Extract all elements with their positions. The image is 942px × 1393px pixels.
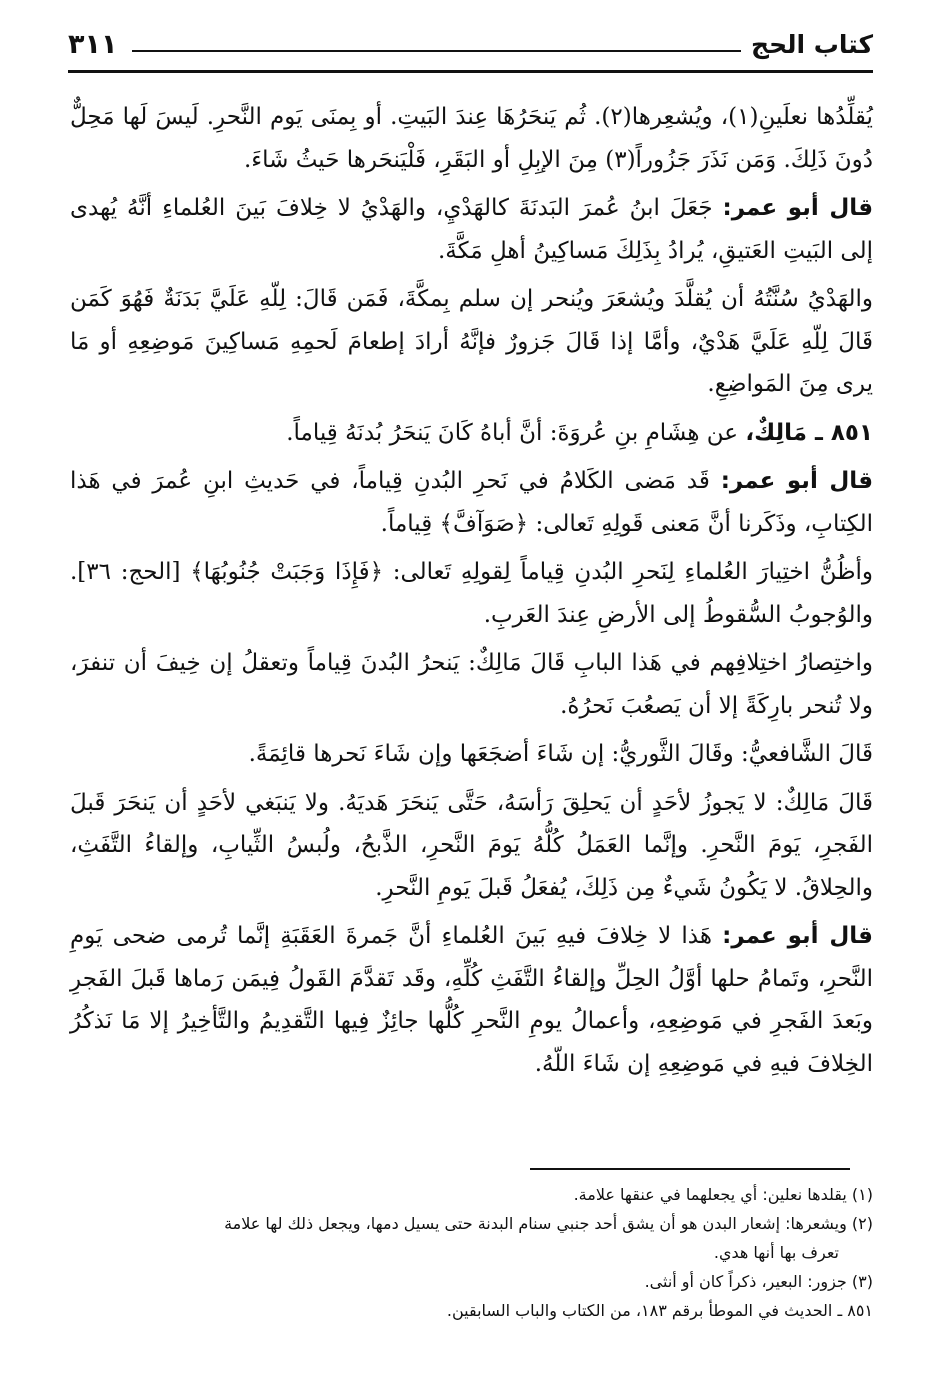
footnote-separator: [530, 1168, 850, 1170]
main-text: [70, 96, 873, 1091]
header-rule: [132, 50, 741, 52]
paragraph-lead: ٨٥١ ـ مَالِكٌ،: [745, 419, 873, 446]
paragraph: [70, 551, 873, 636]
footnote-text: (١) يقلدها نعلين: أي يجعلهما في عنقها علامة.: [573, 1185, 873, 1204]
paragraph: [70, 460, 873, 545]
page-number: ٣١١: [68, 29, 118, 60]
paragraph-lead: قال أبو عمر:: [722, 923, 873, 949]
paragraph-text: واختِصارُ اختِلافِهم في هَذا البابِ قَالَ مَالِكٌ: يَنحرُ البُدنَ قِياماً وتعقلُ إن خِيفَ أن تنفرَ، ولا تُنحر بارِكَةً إلا أن يَصعُبَ نَحرُهُ.: [70, 650, 873, 719]
paragraph-text: والهَدْيُ سُنَّتُهُ أن يُقلَّدَ ويُشعَرَ ويُنحر إن سلم بِمكَّةَ، فَمَن قَالَ: لِلّهِ عَلَيَّ بَدَنَةٌ فَهُوَ كَمَن قَالَ لِلّهِ عَلَيَّ هَدْيٌ، وأمَّا إذا قَالَ جَزورٌ فإنَّهُ أرادَ إطعامَ لَحمِهِ مَساكِينَ مَوضِعِهِ أو مَا يرى مِنَ المَواضِعِ.: [70, 286, 873, 397]
paragraph: [70, 733, 873, 776]
paragraph: [70, 642, 873, 727]
paragraph-lead: قال أبو عمر:: [720, 468, 874, 494]
footnote-text: (٣) جزور: البعير، ذكراً كان أو أنثى.: [644, 1272, 873, 1291]
paragraph: [70, 915, 873, 1085]
paragraph-text: قَد مَضى الكَلامُ في نَحرِ البُدنِ قِياماً، في حَديثِ ابنِ عُمرَ في هَذا الكِتابِ، وذَكَرنا أنَّ مَعنى قَولِهِ تَعالى: ﴿صَوَآفَّ﴾ قِياماً.: [70, 468, 873, 537]
paragraph-text: قَالَ مَالِكٌ: لا يَجوزُ لأحَدٍ أن يَحلِقَ رَأسَهُ، حَتَّى يَنحَرَ هَديَهُ. ولا يَنبَغي لأحَدٍ أن يَنحَرَ قَبلَ الفَجرِ، يَومَ النَّحرِ. وإنَّما العَمَلُ كُلُّهُ يَومَ النَّحرِ، الذَّبحُ، ولُبسُ الثِّيابِ، وإلقاءُ التَّفَثِ، والحِلاقُ. لا يَكُونُ شَيءٌ مِن ذَلِكَ، يُفعَلُ قَبلَ يَومِ النَّحرِ.: [70, 789, 873, 901]
paragraph: [70, 278, 873, 406]
paragraph: [70, 782, 873, 910]
paragraph: [70, 187, 873, 272]
footnote-text: ٨٥١ ـ الحديث في الموطأ برقم ١٨٣، من الكتاب والباب السابقين.: [446, 1301, 873, 1320]
footnote: [70, 1209, 873, 1267]
paragraph-lead: قال أبو عمر:: [722, 195, 874, 221]
book-title: كتاب الحج: [751, 30, 873, 59]
paragraph: [70, 412, 873, 455]
running-header: [68, 28, 873, 74]
footnote-text: (٢) ويشعرها: إشعار البدن هو أن يشق أحد جنبي سنام البدنة حتى يسيل دمها، ويجعل ذلك لها علامة: [224, 1214, 873, 1233]
footnote: [70, 1180, 873, 1209]
paragraph-text: جَعَلَ ابنُ عُمرَ البَدنَةَ كالهَدْيِ، والهَدْيُ لا خِلافَ بَينَ العُلماءِ أنَّهُ يُهدى إلى البَيتِ العَتيقِ، يُرادُ بِذَلِكَ مَساكِينُ أهلِ مَكَّةَ.: [70, 195, 873, 264]
paragraph-text: هَذا لا خِلافَ فيهِ بَينَ العُلماءِ أنَّ جَمرةَ العَقَبَةِ إنَّما تُرمى ضحى يَومِ النَّحرِ، وتَمامُ حلها أوَّلُ الحِلِّ وإلقاءُ التَّفَثِ كُلِّهِ، وقَد تَقدَّمَ القَولُ فِيمَن رَماها قَبلَ الفَجرِ وبَعدَ الفَجرِ في مَوضِعِهِ، وأعمالُ يومِ النَّحرِ كُلُّها جائِزٌ فِيها التَّقدِيمُ والتَّأخِيرُ إلا مَا نَذكُرُ الخِلافَ فيهِ في مَوضِعِهِ إن شَاءَ اللّهُ.: [70, 923, 873, 1077]
paragraph-text: وأظُنُّ اختِيارَ العُلماءِ لِنَحرِ البُدنِ قِياماً لِقولِهِ تَعالى: ﴿فَإِذَا وَجَبَتْ جُنُوبُهَا﴾ [الحج: ٣٦]. والوُجوبُ السُّقوطُ إلى الأرضِ عِندَ العَربِ.: [70, 559, 873, 628]
footnote: [70, 1267, 873, 1296]
header-underline: [68, 70, 873, 73]
paragraph-text: عن هِشَامِ بنِ عُروَةَ: أنَّ أباهُ كَانَ يَنحَرُ بُدنَهُ قِياماً.: [286, 419, 739, 446]
paragraph-text: يُقلِّدُها نعلَينِ(١)، ويُشعِرها(٢). ثُم يَنحَرُهَا عِندَ البَيتِ. أو بِمنَى يَوم النَّحرِ. لَيسَ لَها مَحِلٌّ دُونَ ذَلِكَ. وَمَن نَذَرَ جَزُوراً(٣) مِنَ الإبِلِ أو البَقَرِ، فَلْيَنحَرها حَيثُ شَاءَ.: [70, 104, 873, 173]
footnotes: [70, 1180, 873, 1325]
footnote: [70, 1296, 873, 1325]
footnote-continuation: تعرف بها أنها هدي.: [713, 1243, 839, 1262]
paragraph: [70, 96, 873, 181]
paragraph-text: قَالَ الشَّافعيُّ: وقَالَ الثَّوريُّ: إن شَاءَ أضجَعَها وإن شَاءَ نَحرها قائِمَةً.: [248, 741, 873, 767]
